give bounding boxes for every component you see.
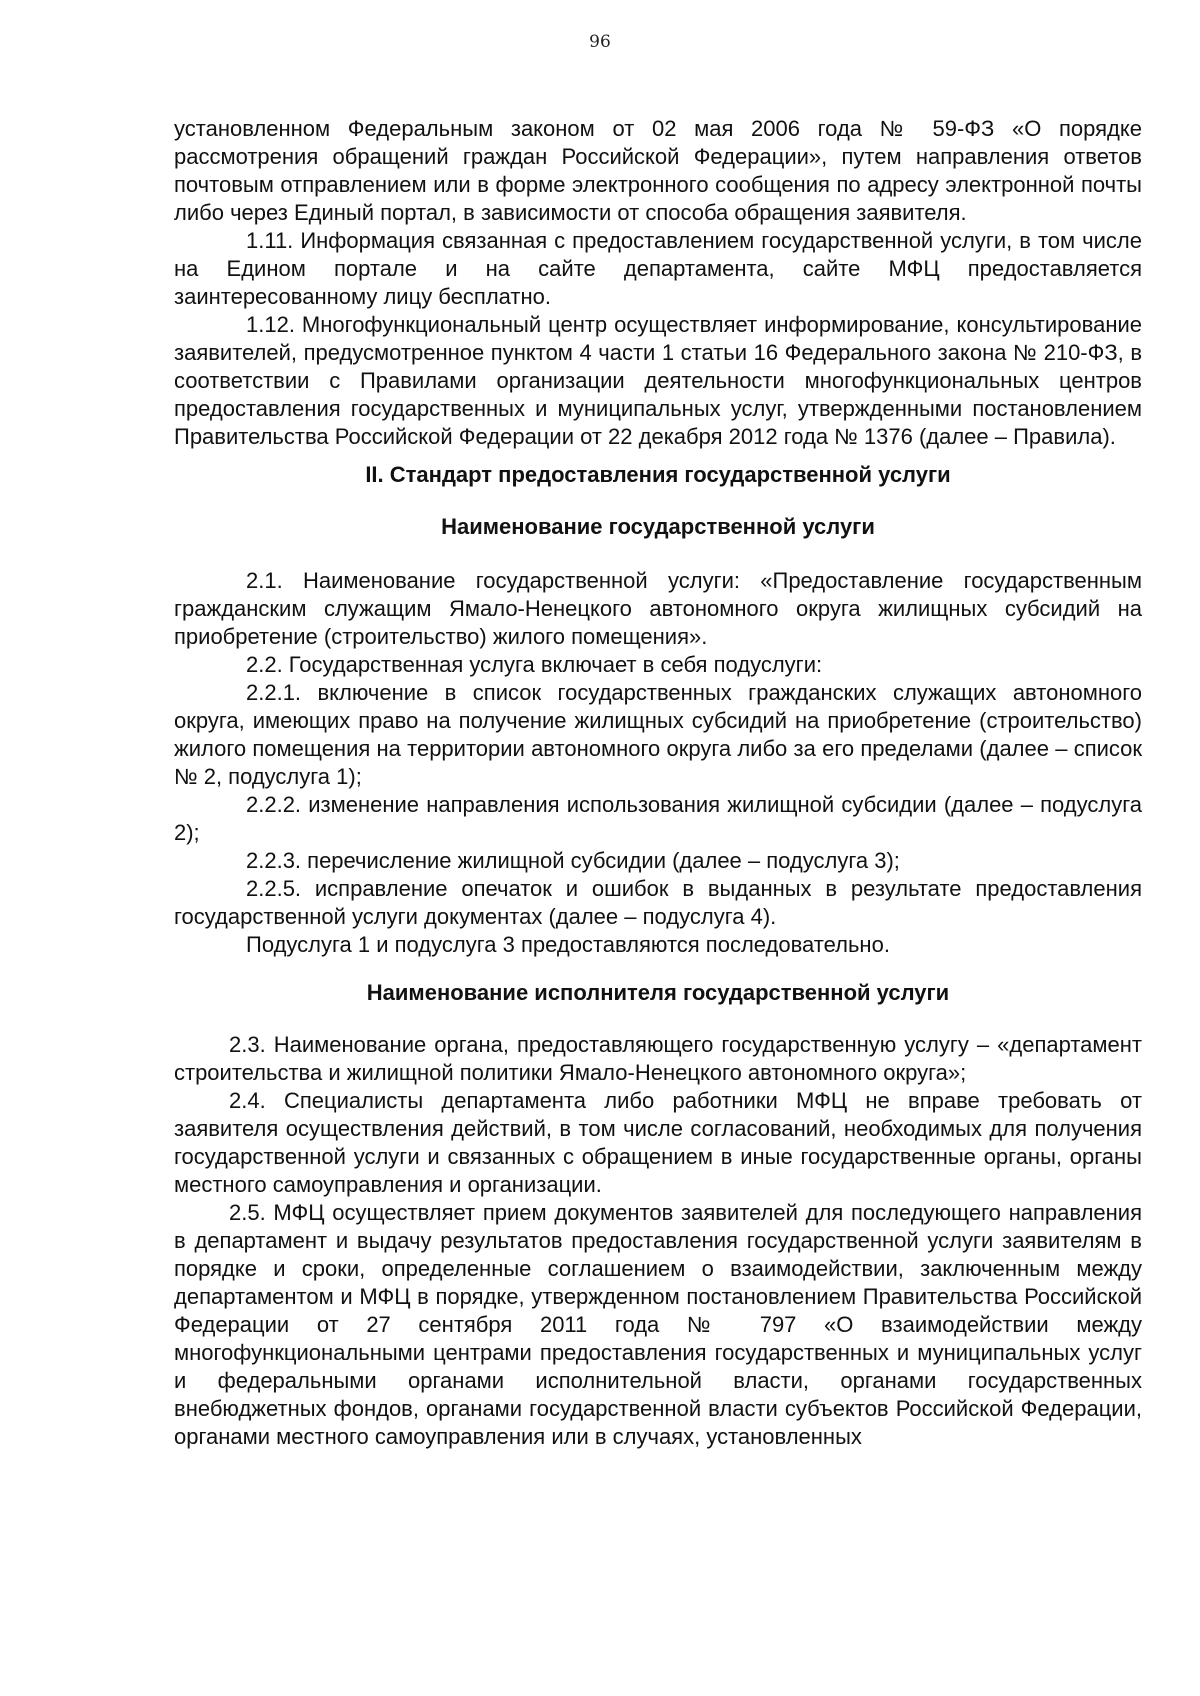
page-number: 96: [589, 32, 611, 52]
paragraph-2-1: 2.1. Наименование государственной услуги: «Предоставление государственным гражданским служащим Ямало-Ненецкого автономного округа жилищных субсидий на приобретение (строительство) жилого помещения».: [174, 568, 1142, 649]
paragraph-1-11: 1.11. Информация связанная с предоставлением государственной услуги, в том числе на Едином портале и на сайте департамента, сайте МФЦ предоставляется заинтересованному лицу бесплатно.: [174, 228, 1142, 309]
section-heading: II. Стандарт предоставления государственной услуги: [365, 462, 951, 487]
paragraph-2-2-3: 2.2.3. перечисление жилищной субсидии (далее – подуслуга 3);: [246, 848, 900, 873]
paragraph-2-2-5: 2.2.5. исправление опечаток и ошибок в выданных в результате предоставления государственной услуги документах (далее – подуслуга 4).: [174, 876, 1142, 929]
paragraph-continuation: установленном Федеральным законом от 02 мая 2006 года № 59-ФЗ «О порядке рассмотрения обращений граждан Российской Федерации», путем направления ответов почтовым отправлением или в форме электронного сообщения по адресу электронной почты либо через Единый портал, в зависимости от способа обращения заявителя.: [174, 116, 1142, 225]
paragraph-1-12: 1.12. Многофункциональный центр осуществляет информирование, консультирование заявителей, предусмотренное пунктом 4 части 1 статьи 16 Федерального закона № 210-ФЗ, в соответствии с Правилами организации деятельности многофункциональных центров предоставления государственных и муниципальных услуг, утвержденными постановлением Правительства Российской Федерации от 22 декабря 2012 года № 1376 (далее – Правила).: [174, 312, 1142, 449]
document-body: [174, 115, 1142, 1451]
paragraph-2-3: 2.3. Наименование органа, предоставляющего государственную услугу – «департамент строительства и жилищной политики Ямало-Ненецкого автономного округа»;: [174, 1032, 1142, 1085]
subheading-service-executor: Наименование исполнителя государственной услуги: [366, 980, 950, 1005]
paragraph-2-4: 2.4. Специалисты департамента либо работники МФЦ не вправе требовать от заявителя осуществления действий, в том числе согласований, необходимых для получения государственной услуги и связанных с обращением в иные государственные органы, органы местного самоуправления и организации.: [174, 1088, 1142, 1197]
paragraph-2-2: 2.2. Государственная услуга включает в себя подуслуги:: [246, 652, 823, 677]
paragraph-2-2-2: 2.2.2. изменение направления использования жилищной субсидии (далее – подуслуга 2);: [174, 792, 1142, 845]
paragraph-2-2-1: 2.2.1. включение в список государственных гражданских служащих автономного округа, имеющих право на получение жилищных субсидий на приобретение (строительство) жилого помещения на территории автономного округа либо за его пределами (далее – список № 2, подуслуга 1);: [174, 680, 1142, 789]
subheading-service-name: Наименование государственной услуги: [441, 514, 875, 539]
paragraph-subservice-order: Подуслуга 1 и подуслуга 3 предоставляются последовательно.: [246, 932, 890, 957]
paragraph-2-5: 2.5. МФЦ осуществляет прием документов заявителей для последующего направления в департамент и выдачу результатов предоставления государственной услуги заявителям в порядке и сроки, определенные соглашением о взаимодействии, заключенным между департаментом и МФЦ в порядке, утвержденном постановлением Правительства Российской Федерации от 27 сентября 2011 года № 797 «О взаимодействии между многофункциональными центрами предоставления государственных и муниципальных услуг и федеральными органами исполнительной власти, органами государственных внебюджетных фондов, органами государственной власти субъектов Российской Федерации, органами местного самоуправления или в случаях, установленных: [174, 1200, 1142, 1449]
